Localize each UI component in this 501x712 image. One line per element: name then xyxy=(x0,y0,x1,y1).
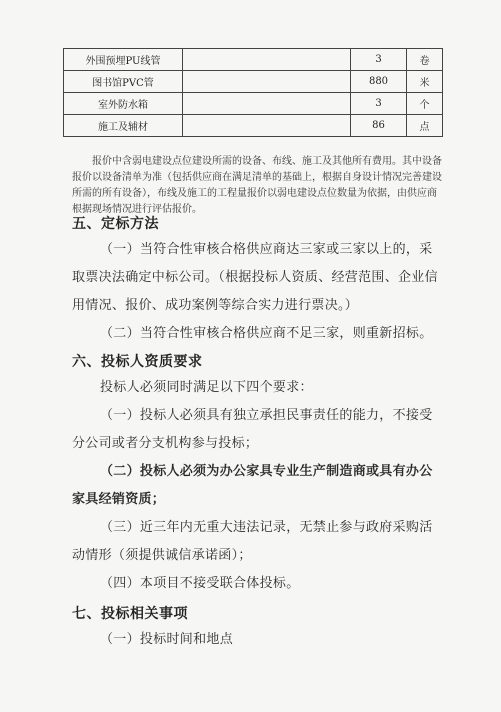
section-6-req-2: （二）投标人必须为办公家具专业生产制造商或具有办公家具经销资质； xyxy=(72,464,433,507)
section-6-req-4: （四）本项目不接受联合体投标。 xyxy=(100,576,300,591)
pricing-note: 报价中含弱电建设点位建设所需的设备、布线、施工及其他所有费用。其中设备报价以设备清单为准（包括供应商在满足清单的基础上，根据自身设计情况完善建设所需的所有设备），布线及施工的工程量报价以弱电建设点位数量为依据，由供应商根据现场情况进行评估报价。 xyxy=(72,156,442,215)
section-6-req-3: （三）近三年内无重大违法记录，无禁止参与政府采购活动情形（须提供诚信承诺函）； xyxy=(72,520,433,563)
table-row xyxy=(64,71,443,93)
spec-cell xyxy=(183,71,351,93)
quantity-cell: 3 xyxy=(351,93,407,115)
section-6-intro: 投标人必须同时满足以下四个要求： xyxy=(100,380,313,395)
spec-cell xyxy=(183,93,351,115)
section-6-title: 六、投标人资质要求 xyxy=(72,354,203,370)
quantity-cell: 880 xyxy=(351,71,407,93)
item-name-cell: 施工及辅材 xyxy=(64,115,183,137)
unit-cell: 卷 xyxy=(407,49,443,71)
unit-cell: 米 xyxy=(407,71,443,93)
spec-cell xyxy=(183,49,351,71)
quantity-cell: 3 xyxy=(351,49,407,71)
section-5-title: 五、定标方法 xyxy=(72,216,159,232)
item-name-cell: 图书馆PVC管 xyxy=(64,71,183,93)
section-5-para-2: （二）当符合性审核合格供应商不足三家，则重新招标。 xyxy=(100,326,433,341)
item-name-cell: 室外防水箱 xyxy=(64,93,183,115)
spec-cell xyxy=(183,115,351,137)
section-6-req-1: （一）投标人必须具有独立承担民事责任的能力，不接受分公司或者分支机构参与投标； xyxy=(72,408,433,451)
table-row xyxy=(64,93,443,115)
quantity-cell: 86 xyxy=(351,115,407,137)
equipment-table xyxy=(63,48,443,137)
unit-cell: 点 xyxy=(407,115,443,137)
section-5-para-1: （一）当符合性审核合格供应商达三家或三家以上的，采取票决法确定中标公司。（根据投标人资质、经营范围、企业信用情况、报价、成功案例等综合实力进行票决。） xyxy=(72,242,438,313)
unit-cell: 个 xyxy=(407,93,443,115)
table-row xyxy=(64,49,443,71)
section-7-title: 七、投标相关事项 xyxy=(72,606,188,622)
table-row xyxy=(64,115,443,137)
section-7-sub-1: （一）投标时间和地点 xyxy=(100,632,234,647)
item-name-cell: 外围预埋PU线管 xyxy=(64,49,183,71)
